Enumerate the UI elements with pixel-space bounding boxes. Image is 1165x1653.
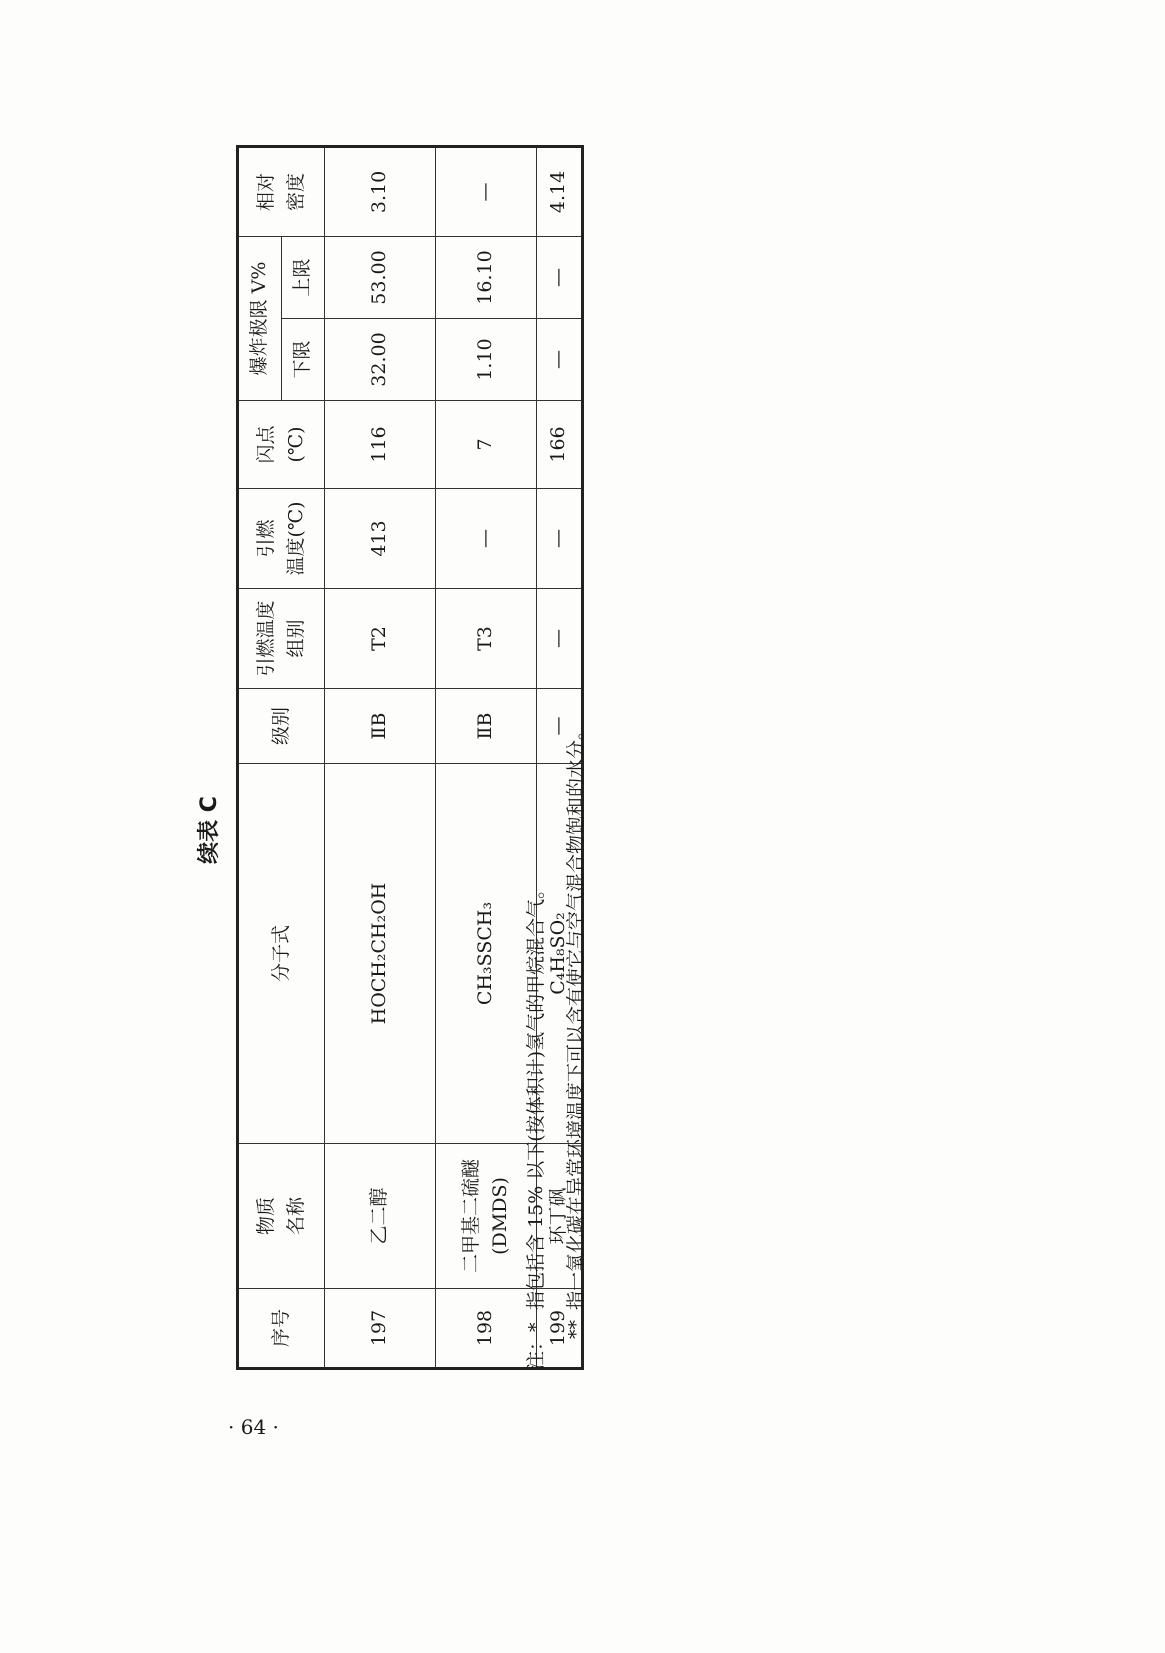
note-marker: 注：* [525, 1322, 547, 1370]
cell-seq: 199 [537, 1289, 583, 1369]
cell-flash-point: 166 [537, 401, 583, 489]
header-density: 相对 密度 [238, 146, 325, 236]
header-lower: 下限 [282, 319, 325, 401]
cell-upper: 53.00 [325, 236, 436, 318]
table-row [325, 146, 436, 1368]
page-number: · 64 · [228, 1415, 279, 1439]
note-text: 指一氧化碳在异常环境温度下可以含有使它与空气混合物饱和的水分。 [565, 720, 587, 1310]
cell-formula: C₄H₈SO₂ [537, 764, 583, 1144]
header-flash-point: 闪点 (℃) [238, 401, 325, 489]
header-seq: 序号 [238, 1289, 325, 1369]
cell-name: 二甲基二硫醚 (DMDS) [436, 1144, 537, 1289]
cell-ignition-temp: — [436, 489, 537, 589]
table-notes [516, 202, 596, 1370]
header-grade: 级别 [238, 689, 325, 764]
cell-grade: — [537, 689, 583, 764]
cell-seq: 198 [436, 1289, 537, 1369]
header-temp-group: 引燃温度 组别 [238, 589, 325, 689]
note-marker: ** [565, 1320, 587, 1339]
cell-density: 4.14 [537, 146, 583, 236]
header-upper: 上限 [282, 236, 325, 318]
cell-ignition-temp: 413 [325, 489, 436, 589]
rotated-content [190, 170, 610, 1460]
cell-lower: 32.00 [325, 319, 436, 401]
cell-upper: 16.10 [436, 236, 537, 318]
cell-flash-point: 7 [436, 401, 537, 489]
cell-upper: — [537, 236, 583, 318]
cell-formula: CH₃SSCH₃ [436, 764, 537, 1144]
cell-formula: HOCH₂CH₂OH [325, 764, 436, 1144]
cell-density: 3.10 [325, 146, 436, 236]
cell-name: 环丁砜 [537, 1144, 583, 1289]
cell-seq: 197 [325, 1289, 436, 1369]
cell-lower: 1.10 [436, 319, 537, 401]
cell-ignition-temp: — [537, 489, 583, 589]
note-item [556, 202, 596, 1370]
cell-density: — [436, 146, 537, 236]
cell-temp-group: T3 [436, 589, 537, 689]
note-text: 指包括含 15% 以下(按体积计)氢气的甲烷混合气。 [525, 879, 547, 1310]
cell-lower: — [537, 319, 583, 401]
header-formula: 分子式 [238, 764, 325, 1144]
header-name: 物质 名称 [238, 1144, 325, 1289]
header-ignition-temp: 引燃 温度(℃) [238, 489, 325, 589]
table-caption: 续表 C [197, 796, 222, 864]
note-item [516, 202, 556, 1370]
cell-grade: ⅡB [436, 689, 537, 764]
cell-temp-group: T2 [325, 589, 436, 689]
header-explosion-limit: 爆炸极限 V% [238, 236, 282, 400]
cell-name: 乙二醇 [325, 1144, 436, 1289]
cell-temp-group: — [537, 589, 583, 689]
cell-flash-point: 116 [325, 401, 436, 489]
cell-grade: ⅡB [325, 689, 436, 764]
